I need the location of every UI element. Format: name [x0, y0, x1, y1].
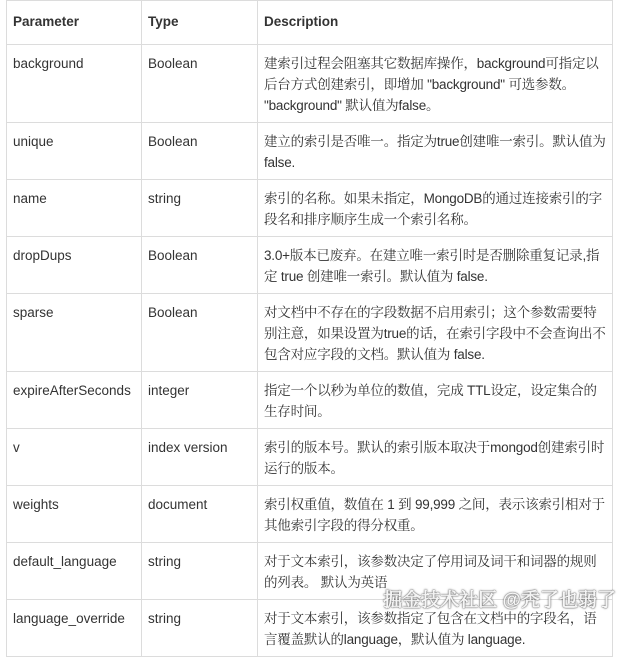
cell-type: Boolean [142, 237, 258, 294]
cell-description: 建索引过程会阻塞其它数据库操作，background可指定以后台方式创建索引，即增加 "background" 可选参数。 "background" 默认值为false。 [258, 45, 613, 123]
cell-parameter: unique [7, 123, 142, 180]
column-header-description: Description [258, 1, 613, 45]
cell-type: string [142, 543, 258, 600]
table-row [7, 45, 613, 123]
cell-parameter: background [7, 45, 142, 123]
table-row [7, 180, 613, 237]
cell-parameter: weights [7, 486, 142, 543]
cell-description: 指定一个以秒为单位的数值，完成 TTL设定，设定集合的生存时间。 [258, 372, 613, 429]
cell-parameter: dropDups [7, 237, 142, 294]
cell-description: 索引的版本号。默认的索引版本取决于mongod创建索引时运行的版本。 [258, 429, 613, 486]
watermark: 掘金技术社区 @秃了也弱了 [383, 590, 616, 611]
cell-description: 建立的索引是否唯一。指定为true创建唯一索引。默认值为false. [258, 123, 613, 180]
cell-type: Boolean [142, 294, 258, 372]
cell-description: 索引权重值，数值在 1 到 99,999 之间，表示该索引相对于其他索引字段的得分权重。 [258, 486, 613, 543]
cell-description: 对于文本索引，该参数指定了包含在文档中的字段名，语言覆盖默认的language，默认值为 language. [258, 600, 613, 657]
table-header-row [7, 1, 613, 45]
column-header-parameter: Parameter [7, 1, 142, 45]
cell-type: string [142, 600, 258, 657]
table-row [7, 600, 613, 657]
cell-parameter: v [7, 429, 142, 486]
cell-description: 对于文本索引，该参数决定了停用词及词干和词器的规则的列表。 默认为英语 [258, 543, 613, 600]
index-options-table [6, 0, 613, 657]
cell-type: string [142, 180, 258, 237]
cell-description: 对文档中不存在的字段数据不启用索引；这个参数需要特别注意，如果设置为true的话，在索引字段中不会查询出不包含对应字段的文档。默认值为 false. [258, 294, 613, 372]
cell-parameter: expireAfterSeconds [7, 372, 142, 429]
cell-type: document [142, 486, 258, 543]
cell-parameter: language_override [7, 600, 142, 657]
cell-parameter: name [7, 180, 142, 237]
cell-type: Boolean [142, 45, 258, 123]
cell-description: 索引的名称。如果未指定，MongoDB的通过连接索引的字段名和排序顺序生成一个索引名称。 [258, 180, 613, 237]
cell-description: 3.0+版本已废弃。在建立唯一索引时是否删除重复记录,指定 true 创建唯一索引。默认值为 false. [258, 237, 613, 294]
table-row [7, 237, 613, 294]
table-row [7, 123, 613, 180]
cell-type: index version [142, 429, 258, 486]
cell-type: integer [142, 372, 258, 429]
table-row [7, 543, 613, 600]
cell-parameter: default_language [7, 543, 142, 600]
parameter-table-container [6, 0, 612, 657]
cell-parameter: sparse [7, 294, 142, 372]
table-row [7, 486, 613, 543]
table-row [7, 294, 613, 372]
table-row [7, 372, 613, 429]
cell-type: Boolean [142, 123, 258, 180]
column-header-type: Type [142, 1, 258, 45]
table-row [7, 429, 613, 486]
